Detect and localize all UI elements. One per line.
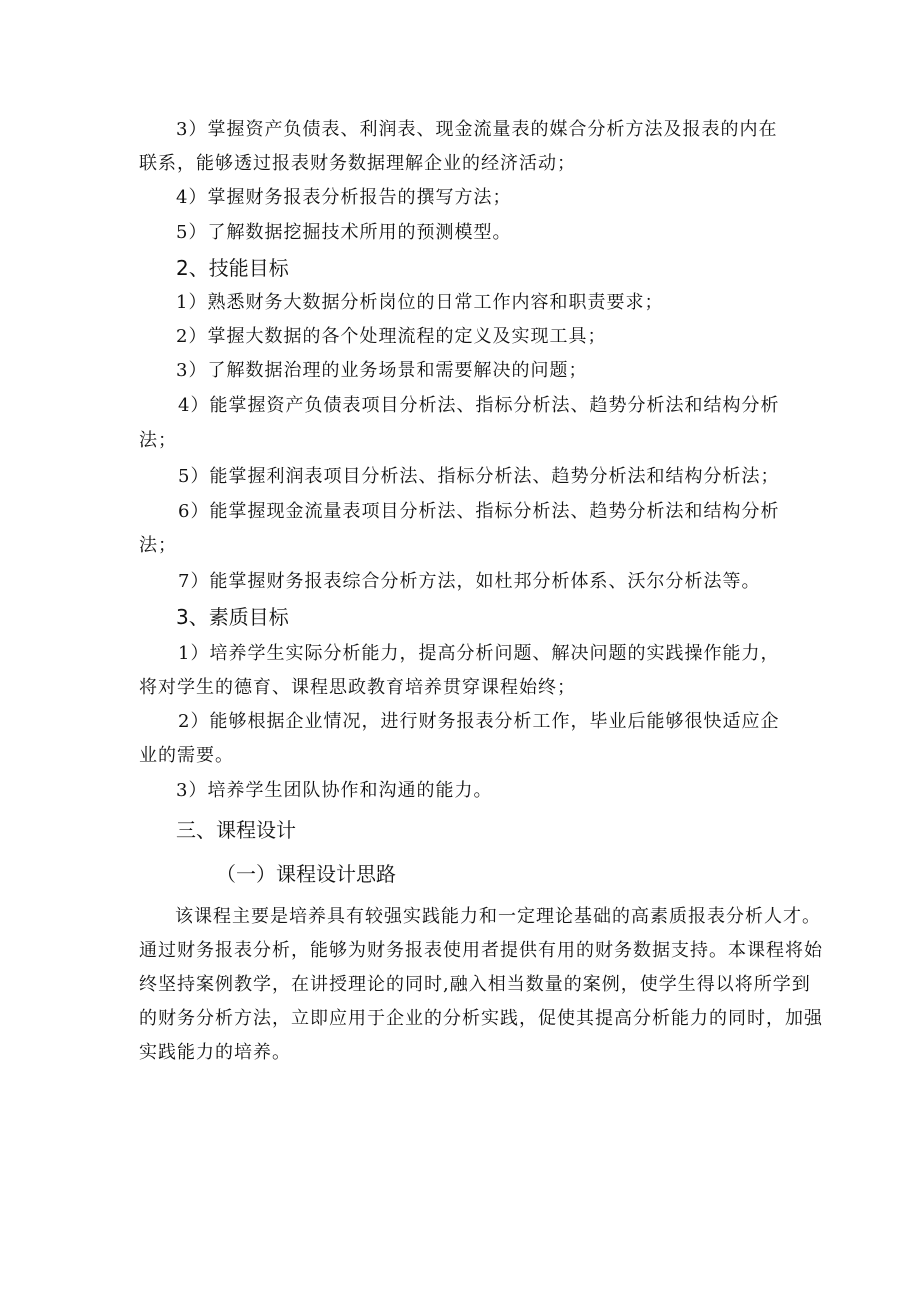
skill-item-3: 3）了解数据治理的业务场景和需要解决的问题； bbox=[176, 360, 588, 381]
skill-item-6-line-2: 法； bbox=[139, 535, 177, 556]
course-design-heading: 三、课程设计 bbox=[176, 818, 296, 842]
skill-item-1: 1）熟悉财务大数据分析岗位的日常工作内容和职责要求； bbox=[176, 292, 664, 313]
quality-item-3: 3）培养学生团队协作和沟通的能力。 bbox=[176, 780, 493, 801]
skill-item-2: 2）掌握大数据的各个处理流程的定义及实现工具； bbox=[176, 326, 607, 347]
skill-item-6-line-1: 6）能掌握现金流量表项目分析法、指标分析法、趋势分析法和结构分析 bbox=[178, 501, 780, 522]
quality-item-2-line-2: 业的需要。 bbox=[139, 745, 234, 766]
skill-item-4-line-1: 4）能掌握资产负债表项目分析法、指标分析法、趋势分析法和结构分析 bbox=[178, 395, 780, 416]
quality-item-2-line-1: 2）能够根据企业情况，进行财务报表分析工作，毕业后能够很快适应企 bbox=[178, 711, 780, 732]
knowledge-item-3-line-1: 3）掌握资产负债表、利润表、现金流量表的媒合分析方法及报表的内在 bbox=[176, 119, 778, 140]
knowledge-item-4: 4）掌握财务报表分析报告的撰写方法； bbox=[176, 187, 512, 208]
skill-goals-heading: 2、技能目标 bbox=[176, 256, 289, 280]
quality-item-1-line-2: 将对学生的德育、课程思政教育培养贯穿课程始终； bbox=[139, 677, 576, 698]
skill-item-7: 7）能掌握财务报表综合分析方法，如杜邦分析体系、沃尔分析法等。 bbox=[178, 571, 761, 592]
course-design-subheading: （一）课程设计思路 bbox=[216, 862, 396, 886]
quality-item-1-line-1: 1）培养学生实际分析能力，提高分析问题、解决问题的实践操作能力， bbox=[178, 643, 780, 664]
quality-goals-heading: 3、素质目标 bbox=[176, 605, 289, 629]
skill-item-4-line-2: 法； bbox=[139, 430, 177, 451]
skill-item-5: 5）能掌握利润表项目分析法、指标分析法、趋势分析法和结构分析法； bbox=[178, 466, 780, 487]
knowledge-item-5: 5）了解数据挖掘技术所用的预测模型。 bbox=[176, 222, 512, 243]
course-design-paragraph: 该课程主要是培养具有较强实践能力和一定理论基础的高素质报表分析人才。通过财务报表分析，能够为财务报表使用者提供有用的财务数据支持。本课程将始终坚持案例教学，在讲授理论的同时,融入相当数量的案例，使学生得以将所学到的财务分析方法，立即应用于企业的分析实践，促使其提高分析能力的同时，加强实践能力的培养。 bbox=[139, 906, 823, 1063]
knowledge-item-3-line-2: 联系，能够透过报表财务数据理解企业的经济活动； bbox=[139, 153, 576, 174]
